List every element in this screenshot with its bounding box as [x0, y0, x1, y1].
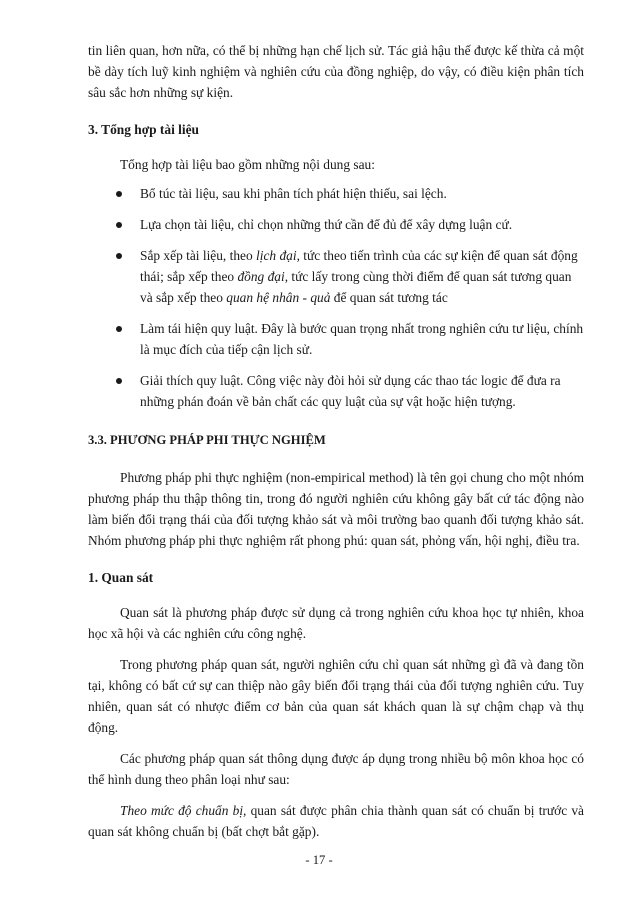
bullet-item: [116, 214, 584, 235]
bullet-dot-icon: [116, 326, 122, 332]
bullet-item: [116, 318, 584, 360]
bullet-text: [140, 248, 578, 305]
section-heading-synthesis: 3. Tổng hợp tài liệu: [88, 122, 199, 137]
bullet-dot-icon: [116, 378, 122, 384]
observation-text: quan sát được phân chia thành quan sát có chuẩn bị trước và quan sát không chuẩn bị (bất chợt bắt gặp).: [88, 803, 585, 839]
bullet-text-part: , tức theo tiến trình của các sự kiện để quan sát động thái; sắp xếp theo: [140, 248, 578, 284]
bullet-dot-icon: [116, 191, 122, 197]
observation-paragraph: Các phương pháp quan sát thông dụng được áp dụng trong nhiều bộ môn khoa học có thể hình dung theo phân loại như sau:: [88, 751, 584, 787]
bullet-item: [116, 183, 584, 204]
nonempirical-paragraph: Phương pháp phi thực nghiệm (non-empirical method) là tên gọi chung cho một nhóm phương pháp thu thập thông tin, trong đó người nghiên cứu không gây bất cứ tác động nào làm biến đổi trạng thái của đối tượng khảo sát và môi trường bao quanh đối tượng khảo sát. Nhóm phương pháp phi thực nghiệm rất phong phú: quan sát, phỏng vấn, hội nghị, điều tra.: [88, 470, 584, 548]
bullet-text: Lựa chọn tài liệu, chỉ chọn những thứ cần để đủ để xây dựng luận cứ.: [140, 217, 513, 232]
bullet-text: Bổ túc tài liệu, sau khi phân tích phát hiện thiếu, sai lệch.: [140, 186, 447, 201]
synthesis-bullet-list: [88, 183, 584, 412]
bullet-text-part: để quan sát tương tác: [330, 290, 448, 305]
term-diachronic: lịch đại: [256, 248, 297, 263]
bullet-dot-icon: [116, 253, 122, 259]
term-synchronic: đồng đại: [237, 269, 285, 284]
bullet-item: [116, 370, 584, 412]
term-cause-effect: quan hệ nhân - quả: [226, 290, 331, 305]
bullet-text: Làm tái hiện quy luật. Đây là bước quan trọng nhất trong nghiên cứu tư liệu, chính là mục đích của tiếp cận lịch sử.: [140, 321, 584, 357]
observation-paragraph: Quan sát là phương pháp được sử dụng cả trong nghiên cứu khoa học tự nhiên, khoa học xã hội và các nghiên cứu công nghệ.: [88, 605, 584, 641]
bullet-text: Giải thích quy luật. Công việc này đòi hỏi sử dụng các thao tác logic để đưa ra những phán đoán về bản chất các quy luật của sự vật hoặc hiện tượng.: [140, 373, 561, 409]
observation-paragraph: [88, 800, 584, 842]
synthesis-lead-paragraph: Tổng hợp tài liệu bao gồm những nội dung sau:: [120, 157, 375, 172]
bullet-item: [116, 245, 584, 308]
section-heading-nonempirical: 3.3. PHƯƠNG PHÁP PHI THỰC NGHIỆM: [88, 433, 326, 447]
page-number: - 17 -: [305, 853, 333, 867]
section-heading-observation: 1. Quan sát: [88, 570, 154, 585]
bullet-text-part: Sắp xếp tài liệu, theo: [140, 248, 257, 263]
observation-paragraph: Trong phương pháp quan sát, người nghiên cứu chỉ quan sát những gì đã và đang tồn tại, không có bất cứ sự can thiệp nào gây biến đổi trạng thái của đối tượng nghiên cứu. Tuy nhiên, quan sát có nhược điểm cơ bản của quan sát khách quan là sự chậm chạp và thụ động.: [88, 657, 584, 735]
intro-paragraph: tin liên quan, hơn nữa, có thể bị những hạn chế lịch sử. Tác giả hậu thế được kế thừa cả một bề dày tích luỹ kinh nghiệm và nghiên cứu của đồng nghiệp, do vậy, có điều kiện phân tích sâu sắc hơn những sự kiện.: [88, 43, 584, 100]
bullet-text-part: , tức lấy trong cùng thời điểm để quan sát tương quan và sắp xếp theo: [140, 269, 572, 305]
bullet-dot-icon: [116, 222, 122, 228]
observation-lead-italic: Theo mức độ chuẩn bị,: [120, 803, 247, 818]
